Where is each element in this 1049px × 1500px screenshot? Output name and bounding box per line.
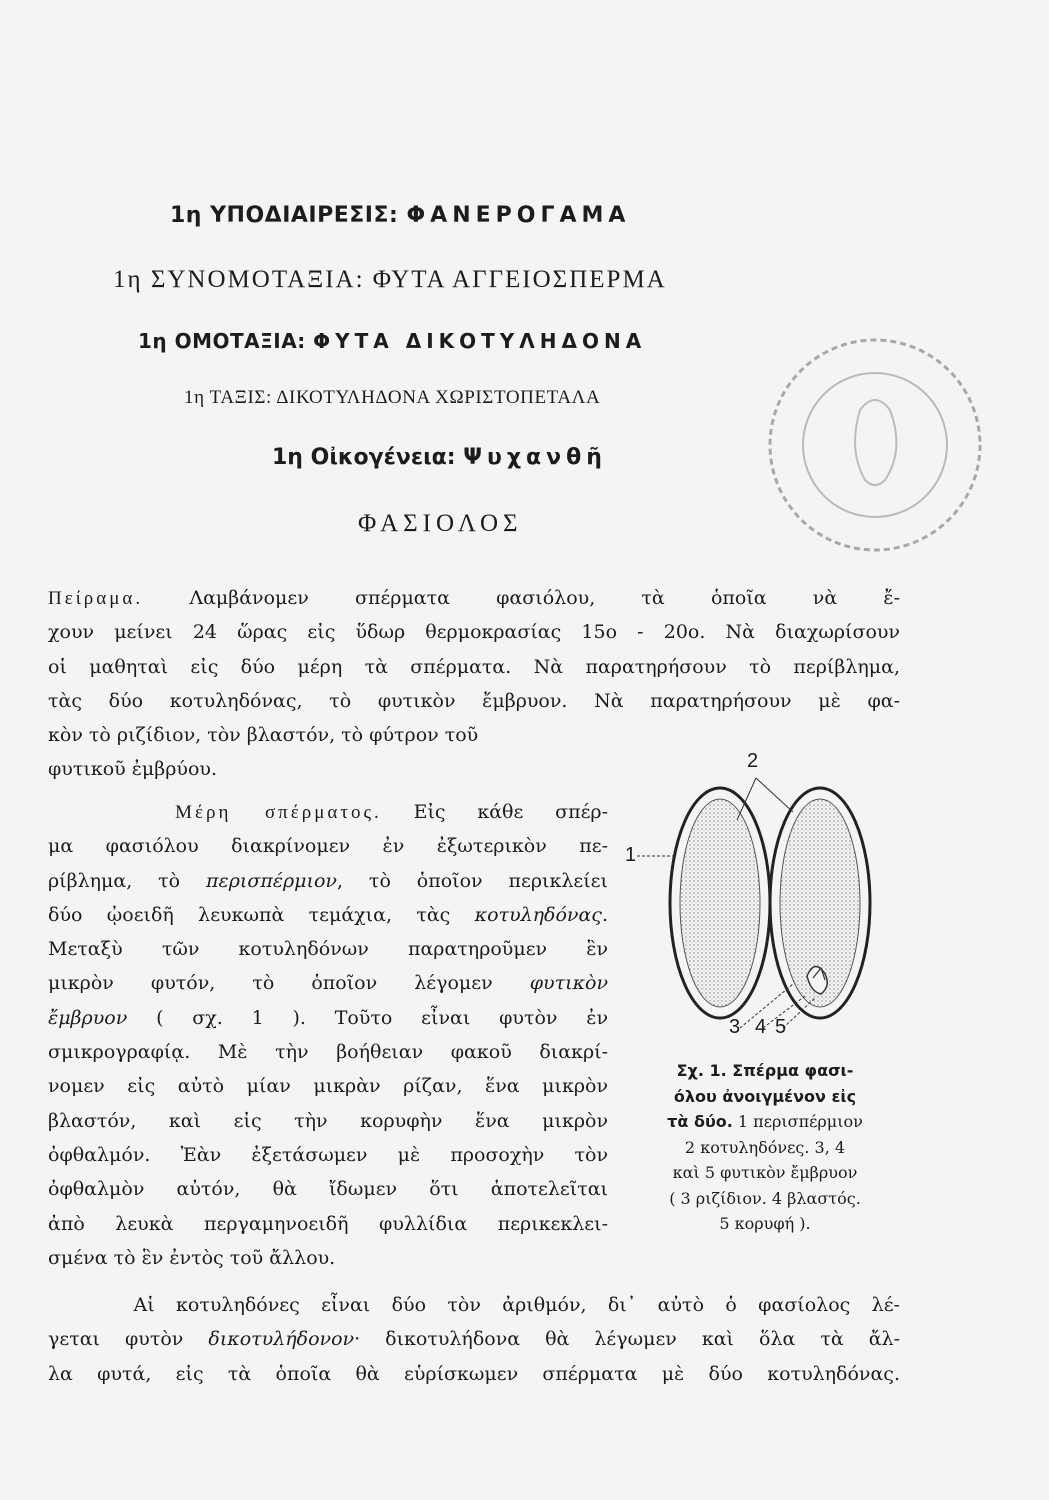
text-part: . [601, 903, 608, 926]
term-embryo: ἔμβρυον [48, 1006, 128, 1029]
term-dicotyledonous: δικοτυλήδονον [208, 1328, 355, 1351]
class-name: ΦΥΤΑ ΔΙΚΟΤΥΛΗΔΟΝΑ [313, 329, 647, 353]
paragraph-line: σμικρογραφίᾳ. Μὲ τὴν βοήθειαν φακοῦ διακρί- [48, 1041, 608, 1064]
paragraph-line: ὀφθαλμόν. Ἐὰν ἐξετάσωμεν μὲ προσοχὴν τὸν [48, 1143, 608, 1166]
paragraph-line: μα φασιόλου διακρίνομεν ἐν ἐξωτερικὸν πε- [48, 835, 608, 858]
caption-text: 1 περισπέρμιον [737, 1112, 863, 1131]
caption-line: 2 κοτυληδόνες. 3, 4 [684, 1137, 846, 1157]
caption-line: καὶ 5 φυτικὸν ἔμβρυον [672, 1163, 858, 1182]
paragraph-line: χουν μείνει 24 ὥρας εἰς ὕδωρ θερμοκρασίας 15ο - 20ο. Νὰ διαχωρίσουν [48, 621, 900, 644]
caption-line: ( 3 ριζίδιον. 4 βλαστός. [669, 1188, 861, 1208]
family-heading [272, 445, 607, 470]
figure-caption [630, 1058, 900, 1237]
paragraph-line: ὀφθαλμὸν αὐτόν, θὰ ἴδωμεν ὅτι ἀποτελεῖται [48, 1178, 608, 1201]
paragraph-line [48, 1001, 608, 1035]
paragraph-line [48, 864, 608, 898]
text-part: δύο ᾠοειδῆ λευκωπὰ τεμάχια, τὰς [48, 903, 451, 926]
caption-line [630, 1109, 900, 1135]
family-label: 1η Οἰκογένεια: [272, 445, 456, 470]
class-heading [138, 329, 646, 353]
seed-parts-lead: Μέρη σπέρματος. [175, 802, 382, 823]
paragraph-line [48, 795, 608, 829]
family-name: Ψυχανθῆ [463, 445, 607, 470]
paragraph-line: οἱ μαθηταὶ εἰς δύο μέρη τὰ σπέρματα. Νὰ παρατηρήσουν τὸ περίβλημα, [48, 655, 900, 678]
caption-title-line: Σχ. 1. Σπέρμα φασι- [676, 1061, 854, 1080]
seed-parts-paragraph [48, 795, 608, 1275]
cotyledon-paragraph [48, 1288, 900, 1391]
text-part: ρίβλημα, τὸ [48, 869, 181, 892]
subdivision-label: 1η ΥΠΟΔΙΑΙΡΕΣΙΣ: [170, 203, 399, 228]
paragraph-line [48, 966, 608, 1000]
paragraph-line: φυτικοῦ ἐμβρύου. [48, 758, 217, 781]
caption-line: 5 κορυφή ). [719, 1214, 811, 1233]
figure-label-3: 3 [729, 1016, 741, 1038]
term-cotyledons: κοτυληδόνας [474, 903, 602, 926]
paragraph-line: Μεταξὺ τῶν κοτυληδόνων παρατηροῦμεν ἓν [48, 938, 608, 961]
text-part: γεται φυτὸν [48, 1328, 184, 1351]
paragraph-line [48, 1288, 900, 1322]
text-part: ( σχ. 1 ). Τοῦτο εἶναι φυτὸν ἐν [156, 1006, 608, 1029]
figure-label-2: 2 [747, 750, 759, 772]
paragraph-line [48, 1322, 900, 1356]
text-part: · δικοτυλήδονα θὰ λέγωμεν καὶ ὅλα τὰ ἄλ- [354, 1328, 900, 1351]
bean-seed-illustration [625, 748, 925, 1048]
term-perisperm: περισπέρμιον [206, 869, 337, 892]
paragraph-line: ἀπὸ λευκὰ περγαμηνοειδῆ φυλλίδια περικεκλει- [48, 1212, 608, 1235]
text-part: , τὸ ὁποῖον περικλείει [336, 869, 608, 892]
subdivision-name: ΦΑΝΕΡΟΓΑΜΑ [406, 203, 631, 228]
paragraph-line [48, 898, 608, 932]
paragraph-line: κὸν τὸ ριζίδιον, τὸν βλαστόν, τὸ φύτρον τοῦ [48, 724, 479, 747]
experiment-lead: Πείραμα. [48, 588, 144, 609]
paragraph-line: βλαστόν, καὶ εἰς τὴν κορυφὴν ἕνα μικρὸν [48, 1109, 608, 1132]
phylum-name: ΦΥΤΑ ΑΓΓΕΙΟΣΠΕΡΜΑ [372, 266, 667, 293]
subdivision-heading [170, 203, 630, 228]
text-line: Εἰς κάθε σπέρ- [413, 801, 609, 823]
paragraph-line [48, 581, 900, 615]
class-label: 1η ΟΜΟΤΑΞΙΑ: [138, 329, 306, 353]
species-heading: ΦΑΣΙΟΛΟΣ [358, 510, 523, 537]
paragraph-line: νομεν εἰς αὐτὸ μίαν μικρὰν ρίζαν, ἕνα μικρὸν [48, 1075, 608, 1098]
figure-label-4: 4 [755, 1016, 767, 1038]
text-part: μικρὸν φυτόν, τὸ ὁποῖον λέγομεν [48, 972, 493, 995]
text-line: Λαμβάνομεν σπέρματα φασιόλου, τὰ ὁποῖα νὰ ἔ- [189, 587, 900, 609]
paragraph-line: τὰς δύο κοτυληδόνας, τὸ φυτικὸν ἔμβρυον. Νὰ παρατηρήσουν μὲ φα- [48, 689, 900, 712]
term-plant-embryo: φυτικὸν [529, 972, 609, 995]
caption-title-end: τὰ δύο. [667, 1112, 733, 1131]
text-line: Αἱ κοτυληδόνες εἶναι δύο τὸν ἀριθμόν, δι᾽ αὐτὸ ὁ φασίολος λέ- [133, 1294, 900, 1316]
library-stamp [760, 330, 990, 560]
phylum-label: 1η ΣΥΝΟΜΟΤΑΞΙΑ: [113, 266, 365, 293]
phylum-heading [113, 266, 667, 294]
order-heading: 1η ΤΑΞΙΣ: ΔΙΚΟΤΥΛΗΔΟΝΑ ΧΩΡΙΣΤΟΠΕΤΑΛΑ [184, 387, 601, 408]
paragraph-line: σμένα τὸ ἓν ἐντὸς τοῦ ἄλλου. [48, 1246, 336, 1269]
paragraph-line: λα φυτά, εἰς τὰ ὁποῖα θὰ εὑρίσκωμεν σπέρματα μὲ δύο κοτυληδόνας. [48, 1362, 900, 1385]
figure-label-1: 1 [625, 844, 637, 866]
figure-label-5: 5 [775, 1016, 787, 1038]
caption-title-line: όλου ἀνοιγμένον εἰς [673, 1086, 857, 1106]
seed-figure [625, 748, 925, 1048]
